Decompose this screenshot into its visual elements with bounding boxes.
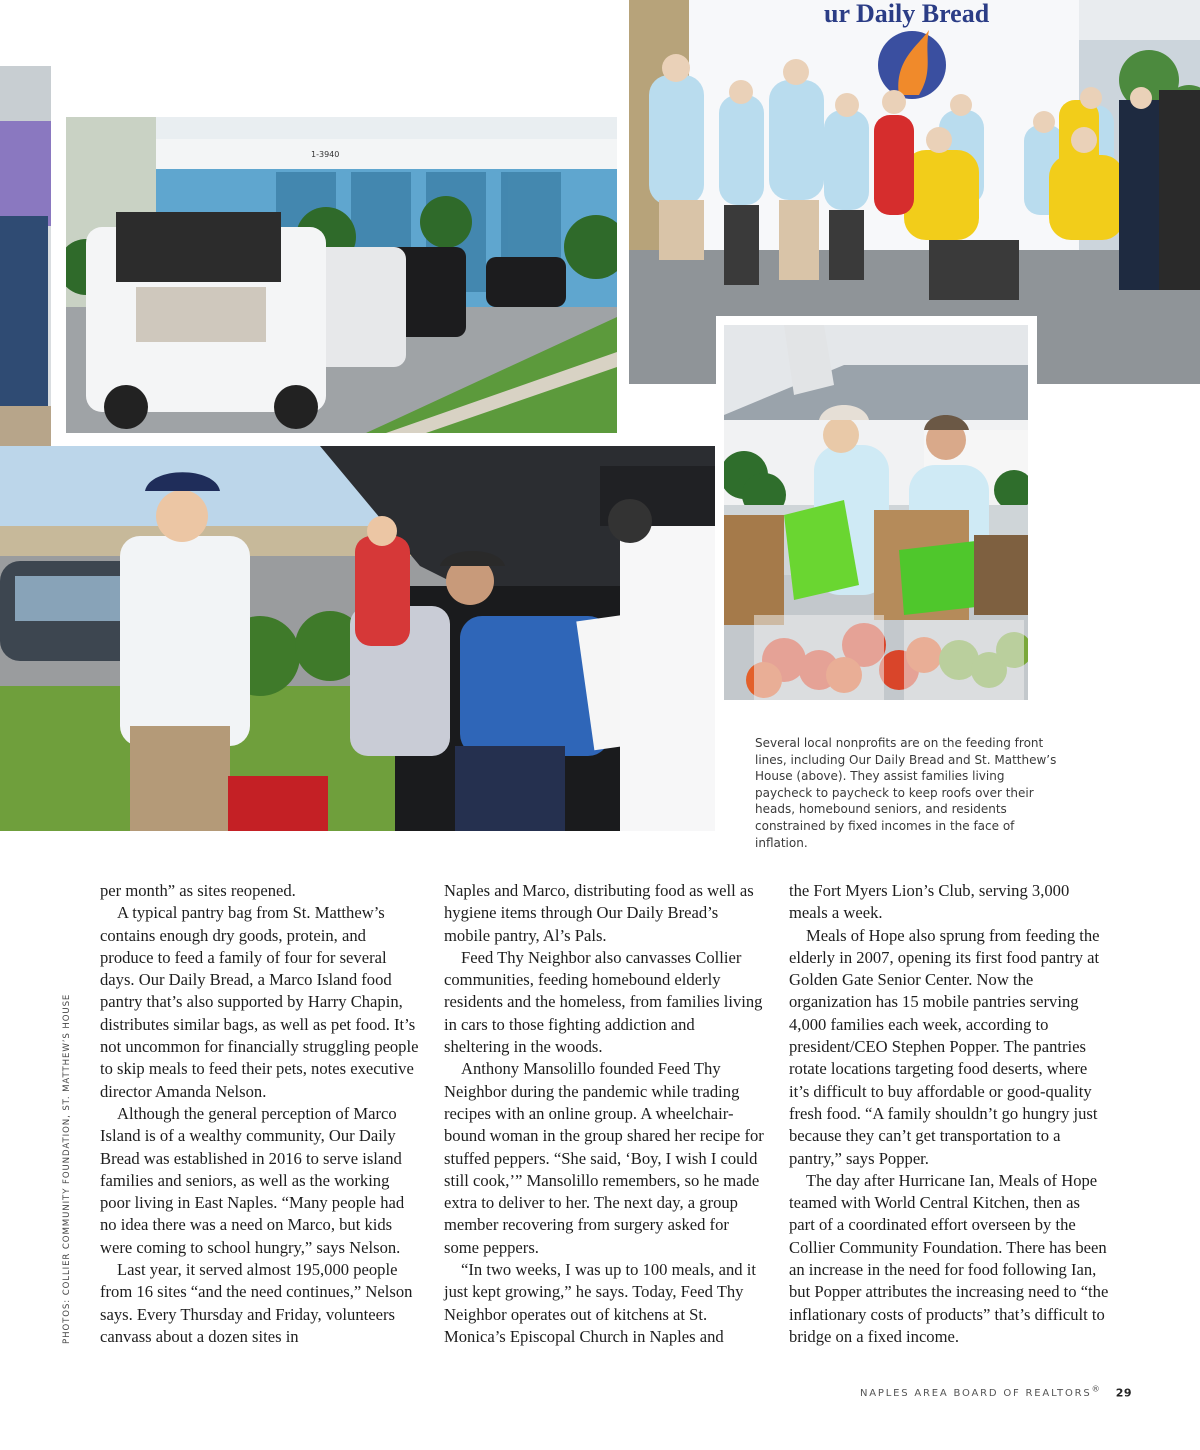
publication-name	[860, 1384, 1102, 1400]
article-paragraph: Naples and Marco, distributing food as well as hygiene items through Our Daily Bread’s mobile pantry, Al’s Pals.	[444, 881, 754, 945]
photo-left-strip	[0, 66, 51, 446]
photo-st-matthews-house	[724, 325, 1028, 700]
photo-car-line	[66, 117, 617, 433]
truck-text: ur Daily Bread	[824, 0, 990, 28]
article-column-2	[444, 880, 764, 1348]
photo-credit: PHOTOS: COLLIER COMMUNITY FOUNDATION, ST. MATTHEW’S HOUSE	[62, 993, 72, 1344]
left-strip-image	[0, 66, 51, 446]
article-paragraph: The day after Hurricane Ian, Meals of Hope teamed with World Central Kitchen, then as part of a coordinated effort overseen by the Collier Community Foundation. There has been an increase in the need for food following Ian, but Popper attributes the increasing need to “the inflationary costs of products” that’s difficult to bridge on a fixed income.	[789, 1170, 1109, 1346]
article-column-3	[789, 880, 1109, 1348]
article-paragraph: Last year, it served almost 195,000 people from 16 sites “and the need continues,” Nelson says. Every Thursday and Friday, volunteers canvass about a dozen sites in	[100, 1260, 413, 1346]
st-matthews-image	[724, 325, 1028, 700]
page-footer	[860, 1384, 1132, 1399]
page-number: 29	[1115, 1386, 1132, 1400]
food-loading-image	[0, 446, 715, 831]
photo-caption: Several local nonprofits are on the feeding front lines, including Our Daily Bread and St. Matthew’s House (above). They assist families living paycheck to paycheck to keep roofs over their heads, homebound seniors, and residents constrained by fixed incomes in the face of inflation.	[755, 736, 1057, 850]
article-paragraph: Meals of Hope also sprung from feeding the elderly in 2007, opening its first food pantry at Golden Gate Senior Center. Now the organization has 15 mobile pantries serving 4,000 families each week, according to president/CEO Stephen Popper. The pantries rotate locations targeting food deserts, where it’s difficult to buy affordable or good-quality fresh food. “A family shouldn’t go hungry just because they can’t get transportation to a pantry,” says Popper.	[789, 925, 1100, 1168]
article-paragraph: Anthony Mansolillo founded Feed Thy Neighbor during the pandemic while trading recipes with an online group. A wheelchair-bound woman in the group shared her recipe for stuffed peppers. “She said, ‘Boy, I wish I could still cook,’” Mansolillo remembers, so he made extra to deliver to her. The next day, a group member recovering from surgery asked for some peppers.	[444, 1059, 764, 1257]
article-paragraph: A typical pantry bag from St. Matthew’s contains enough dry goods, protein, and produce to feed a family of four for several days. Our Daily Bread, a Marco Island food pantry that’s also supported by Harry Chapin, distributes similar bags, as well as pet food. It’s not uncommon for financially struggling people to skip meals to feed their pets, notes executive director Amanda Nelson.	[100, 903, 419, 1101]
registered-mark: ®	[1091, 1384, 1102, 1394]
publication-title: NAPLES AREA BOARD OF REALTORS	[860, 1388, 1092, 1400]
article-paragraph: the Fort Myers Lion’s Club, serving 3,000 meals a week.	[789, 881, 1070, 923]
article-paragraph: per month” as sites reopened.	[100, 881, 296, 900]
car-line-image	[66, 117, 617, 433]
article-paragraph: Feed Thy Neighbor also canvasses Collier communities, feeding homebound elderly residents and the homeless, from families living in cars to those fighting addiction and sheltering in the woods.	[444, 947, 763, 1057]
article-paragraph: Although the general perception of Marco Island is of a wealthy community, Our Daily Bread was established in 2016 to serve island families and seniors, as well as the working poor living in East Naples. “Many people had no idea there was a need on Marco, but kids were coming to school hungry,” says Nelson.	[100, 1103, 405, 1257]
building-sign: 1-3940	[311, 150, 340, 159]
photo-food-loading	[0, 446, 715, 831]
article-paragraph: “In two weeks, I was up to 100 meals, and it just kept growing,” he says. Today, Feed Thy Neighbor operates out of kitchens at St. Monica’s Episcopal Church in Naples and	[444, 1260, 756, 1346]
article-column-1	[100, 880, 420, 1348]
